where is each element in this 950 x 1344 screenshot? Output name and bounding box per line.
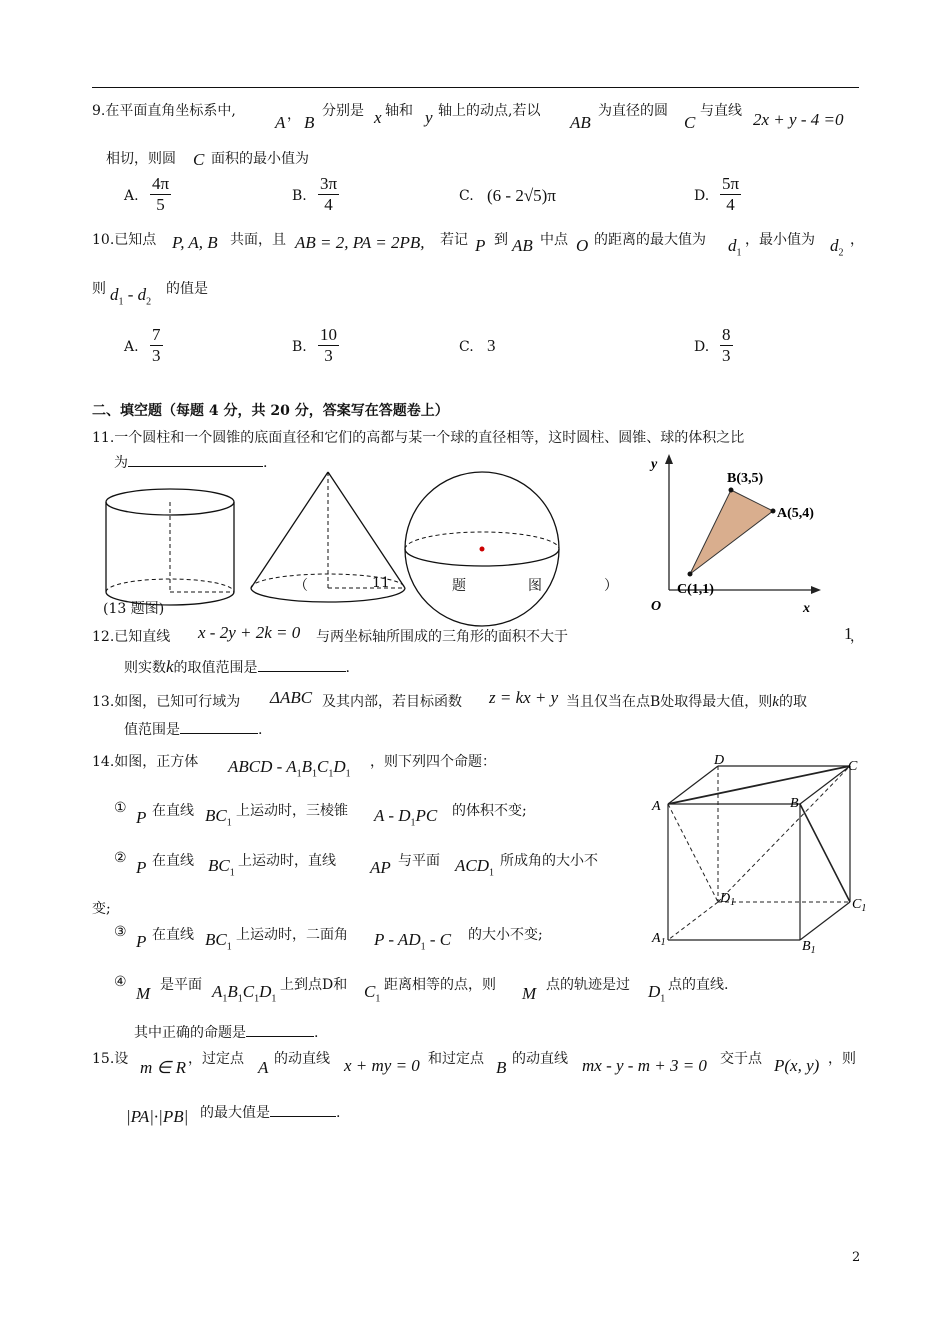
q14-vol: 的体积不变; <box>452 803 527 819</box>
q12-val: 1 <box>844 624 853 643</box>
q9-comma: ， <box>287 107 301 123</box>
q13-coordinate-figure <box>645 450 825 620</box>
q10-optB-num: 10 <box>320 325 337 344</box>
q15-l2: mx - y - m + 3 = 0 <box>582 1056 707 1075</box>
q15-t7: ，则 <box>828 1051 856 1067</box>
q11-figure <box>100 470 620 630</box>
cube-label-D1: $D_1$ <box>720 891 736 908</box>
cube-label-B: B <box>790 796 799 811</box>
q10-t4: 到 <box>494 232 508 248</box>
q10-optA-label: A. <box>124 339 139 355</box>
q11-caption-e: ） <box>604 578 618 594</box>
q10-t8: ， <box>850 232 864 248</box>
q15-A: A <box>258 1058 269 1077</box>
q9-optD-label: D. <box>694 188 710 204</box>
q14-locus: 点的轨迹是过 <box>546 977 630 993</box>
q14-equal: 距离相等的点，则 <box>384 977 496 993</box>
q9-optD-den: 4 <box>726 195 735 214</box>
q13-t3: 当且仅当在点B处取得最大值，则k的取 <box>566 694 807 710</box>
q13-answer-blank[interactable] <box>180 719 258 734</box>
section-heading: 二、填空题（每题 4 分，共 20 分，答案写在答题卷上） <box>92 403 449 419</box>
q9-B: B <box>304 113 315 132</box>
q13-objective: z = kx + y <box>489 688 559 707</box>
q10-optD <box>720 325 733 366</box>
q10-O: O <box>576 236 589 255</box>
q10-cond: AB = 2, PA = 2PB, <box>295 233 425 252</box>
point-C-label: C(1,1) <box>677 582 714 597</box>
q14-bian: 变; <box>92 901 111 917</box>
q9-optA-num: 4π <box>152 174 170 193</box>
q9-A: A <box>275 113 286 132</box>
q13-start: 13.如图，已知可行域为 <box>92 694 241 710</box>
q14-cube: ABCD - $A_1B_1C_1D_1$ <box>228 757 351 780</box>
q14-P3: P <box>136 932 147 951</box>
x-axis-label: x <box>803 601 810 616</box>
q15-t4: 和过定点 <box>428 1051 484 1067</box>
q14-start: 14.如图，正方体 <box>92 754 199 770</box>
x-axis-arrow <box>811 586 821 594</box>
q10-t9: 则 <box>92 281 106 297</box>
q10-P: P <box>475 236 486 255</box>
q10-t10: 的值是 <box>166 281 208 297</box>
q14-t2: ，则下列四个命题： <box>370 754 496 770</box>
vertex-C <box>688 572 693 577</box>
q10-AB: AB <box>512 236 533 255</box>
q9-C: C <box>684 113 696 132</box>
q10-t2: 共面，且 <box>230 232 286 248</box>
q10-diff: $d_1 - d_2$ <box>110 285 152 308</box>
q14-P1: P <box>136 808 147 827</box>
q14-answer-blank[interactable] <box>246 1022 314 1037</box>
q13-t2: 及其内部，若目标函数 <box>322 694 462 710</box>
q13-line2: 值范围是 . <box>124 719 262 739</box>
origin-label: O <box>651 599 662 614</box>
q14-AP: AP <box>370 858 391 877</box>
q14-BC1-3: $BC_1$ <box>205 930 232 953</box>
q14-D1: $D_1$ <box>648 982 666 1005</box>
y-axis-arrow <box>665 454 673 464</box>
q9-x: x <box>374 108 382 127</box>
q14-c2: ② <box>114 850 127 866</box>
q10-optA-den: 3 <box>152 346 161 365</box>
q9-optB-num: 3π <box>320 174 338 193</box>
point-A-label: A(5,4) <box>777 506 814 521</box>
q15-t5: 的动直线 <box>512 1051 568 1067</box>
feasible-region-triangle <box>690 490 773 574</box>
q14-move2: 上运动时，直线 <box>238 853 336 869</box>
cube-label-D: D <box>714 753 725 768</box>
cube-label-B1: $B_1$ <box>802 939 816 956</box>
q12-t3: ， <box>850 629 864 645</box>
cylinder-figure <box>106 489 234 605</box>
q14-on3: 在直线 <box>152 927 194 943</box>
q14-A1B1C1D1: $A_1B_1C_1D_1$ <box>212 982 277 1005</box>
q15-B: B <box>496 1058 507 1077</box>
q9-t6: 与直线 <box>700 103 742 119</box>
q9-optB-label: B. <box>292 188 307 204</box>
q9-t5: 为直径的圆 <box>598 103 668 119</box>
q10-t5: 中点 <box>540 232 568 248</box>
q9-optA-label: A. <box>124 188 139 204</box>
q10-optB-label: B. <box>292 339 307 355</box>
q10-optA <box>150 325 163 366</box>
q9-AB: AB <box>570 113 591 132</box>
q14-end: 点的直线. <box>668 977 729 993</box>
point-B-label: B(3,5) <box>727 471 764 486</box>
q14-cube-figure <box>648 752 873 957</box>
page-number: 2 <box>852 1250 861 1265</box>
q13-tri: ΔABC <box>270 688 313 707</box>
q14-C1: $C_1$ <box>364 982 381 1005</box>
q9-optB-den: 4 <box>324 195 333 214</box>
q10-t7: ，最小值为 <box>745 232 815 248</box>
q12-t2: 与两坐标轴所围成的三角形的面积不大于 <box>316 629 568 645</box>
q10-optB-den: 3 <box>324 346 333 365</box>
q10-start: 10.已知点 <box>92 232 157 248</box>
q11-line1: 11.一个圆柱和一个圆锥的底面直径和它们的高都与某一个球的直径相等，这时圆柱、圆锥、球的体积之比 <box>92 430 745 446</box>
q11-caption-c: 题 <box>452 578 466 594</box>
q14-on1: 在直线 <box>152 803 194 819</box>
cube-label-A1: $A_1$ <box>652 931 666 948</box>
q9-optD <box>720 174 741 215</box>
q9-line-eq: 2x + y - 4 =0 <box>753 110 844 129</box>
q14-correct: 其中正确的命题是 . <box>134 1022 318 1042</box>
q10-optB <box>318 325 339 366</box>
q9-t8: 面积的最小值为 <box>211 151 309 167</box>
q14-c4: ④ <box>114 974 127 990</box>
q15-l1: x + my = 0 <box>344 1056 420 1075</box>
q10-t3: 若记 <box>440 232 468 248</box>
q14-on-plane: 上到点D和 <box>280 977 348 993</box>
q15-t3: 的动直线 <box>274 1051 330 1067</box>
q14-dihe: 的大小不变; <box>468 927 543 943</box>
q10-optD-num: 8 <box>722 325 731 344</box>
header-rule <box>92 87 859 88</box>
q14-on2: 在直线 <box>152 853 194 869</box>
q14-BC1-2: $BC_1$ <box>208 856 235 879</box>
q15-expr: |PA|·|PB| <box>126 1107 189 1126</box>
q15-P: P(x, y) <box>774 1056 820 1075</box>
cube-label-C1: $C_1$ <box>852 897 867 914</box>
q12-line2: 则实数k的取值范围是 . <box>124 657 350 676</box>
q10-optD-den: 3 <box>722 346 731 365</box>
q9-C2: C <box>193 150 205 169</box>
q9-t3: 轴和 <box>385 103 413 119</box>
q10-d2: $d_2$ <box>830 236 844 259</box>
sphere-center-dot <box>480 547 485 552</box>
q14-move3: 上运动时，二面角 <box>236 927 348 943</box>
q9-optA <box>150 174 171 215</box>
q11-caption-a: （ <box>294 578 308 594</box>
q15-m: m ∈ R <box>140 1058 186 1077</box>
q11-caption-d: 图 <box>528 578 542 594</box>
q15-answer-blank[interactable] <box>270 1102 336 1117</box>
q14-pyramid: A - $D_1PC$ <box>374 806 438 829</box>
q10-d1: $d_1$ <box>728 236 742 259</box>
q14-BC1-1: $BC_1$ <box>205 806 232 829</box>
q11-answer-blank[interactable] <box>128 452 263 467</box>
q10-optC-label: C. <box>459 339 474 355</box>
q14-c1: ① <box>114 800 127 816</box>
q9-line1: 9.在平面直角坐标系中, <box>92 103 236 119</box>
q14-ACD1: $ACD_1$ <box>455 856 494 879</box>
q9-t2: 分别是 <box>322 103 364 119</box>
q10-pts: P, A, B <box>172 233 218 252</box>
q12-answer-blank[interactable] <box>258 657 346 672</box>
q14-angle: 所成角的大小不 <box>500 853 598 869</box>
q11-line2: 为 . <box>114 452 267 472</box>
q9-optA-den: 5 <box>156 195 165 214</box>
q10-t6: 的距离的最大值为 <box>594 232 706 248</box>
cube-label-A: A <box>652 799 661 814</box>
q9-optC: (6 - 2√5)π <box>487 186 556 205</box>
q15-start: 15.设 <box>92 1051 129 1067</box>
q10-optA-num: 7 <box>152 325 161 344</box>
q12-start: 12.已知直线 <box>92 629 171 645</box>
q14-dihedral: P - $AD_1$ - C <box>374 930 452 953</box>
q13-figure-caption: (13 题图) <box>103 601 165 617</box>
vertex-B <box>729 488 734 493</box>
q9-y: y <box>425 108 433 127</box>
q14-move1: 上运动时，三棱锥 <box>236 803 348 819</box>
q14-M2: M <box>522 984 537 1003</box>
q14-plane: 是平面 <box>160 977 202 993</box>
q15-t8: 的最大值是 . <box>200 1102 340 1122</box>
q9-t7: 相切，则圆 <box>106 151 176 167</box>
q11-caption-b: 11 <box>372 575 390 591</box>
q12-line-eq: x - 2y + 2k = 0 <box>198 623 301 642</box>
q14-with: 与平面 <box>398 853 440 869</box>
q10-optD-label: D. <box>694 339 710 355</box>
q14-c3: ③ <box>114 924 127 940</box>
q9-optC-label: C. <box>459 188 474 204</box>
q9-optB <box>318 174 339 215</box>
q15-t2: ，过定点 <box>188 1051 244 1067</box>
y-axis-label: y <box>651 457 658 472</box>
q10-optC: 3 <box>487 336 496 355</box>
cube-label-C: C <box>848 759 858 774</box>
q14-M1: M <box>136 984 151 1003</box>
q9-optD-num: 5π <box>722 174 740 193</box>
q14-P2: P <box>136 858 147 877</box>
sphere-figure <box>405 472 559 626</box>
q9-t4: 轴上的动点,若以 <box>438 103 541 119</box>
vertex-A <box>771 509 776 514</box>
q15-t6: 交于点 <box>720 1051 762 1067</box>
